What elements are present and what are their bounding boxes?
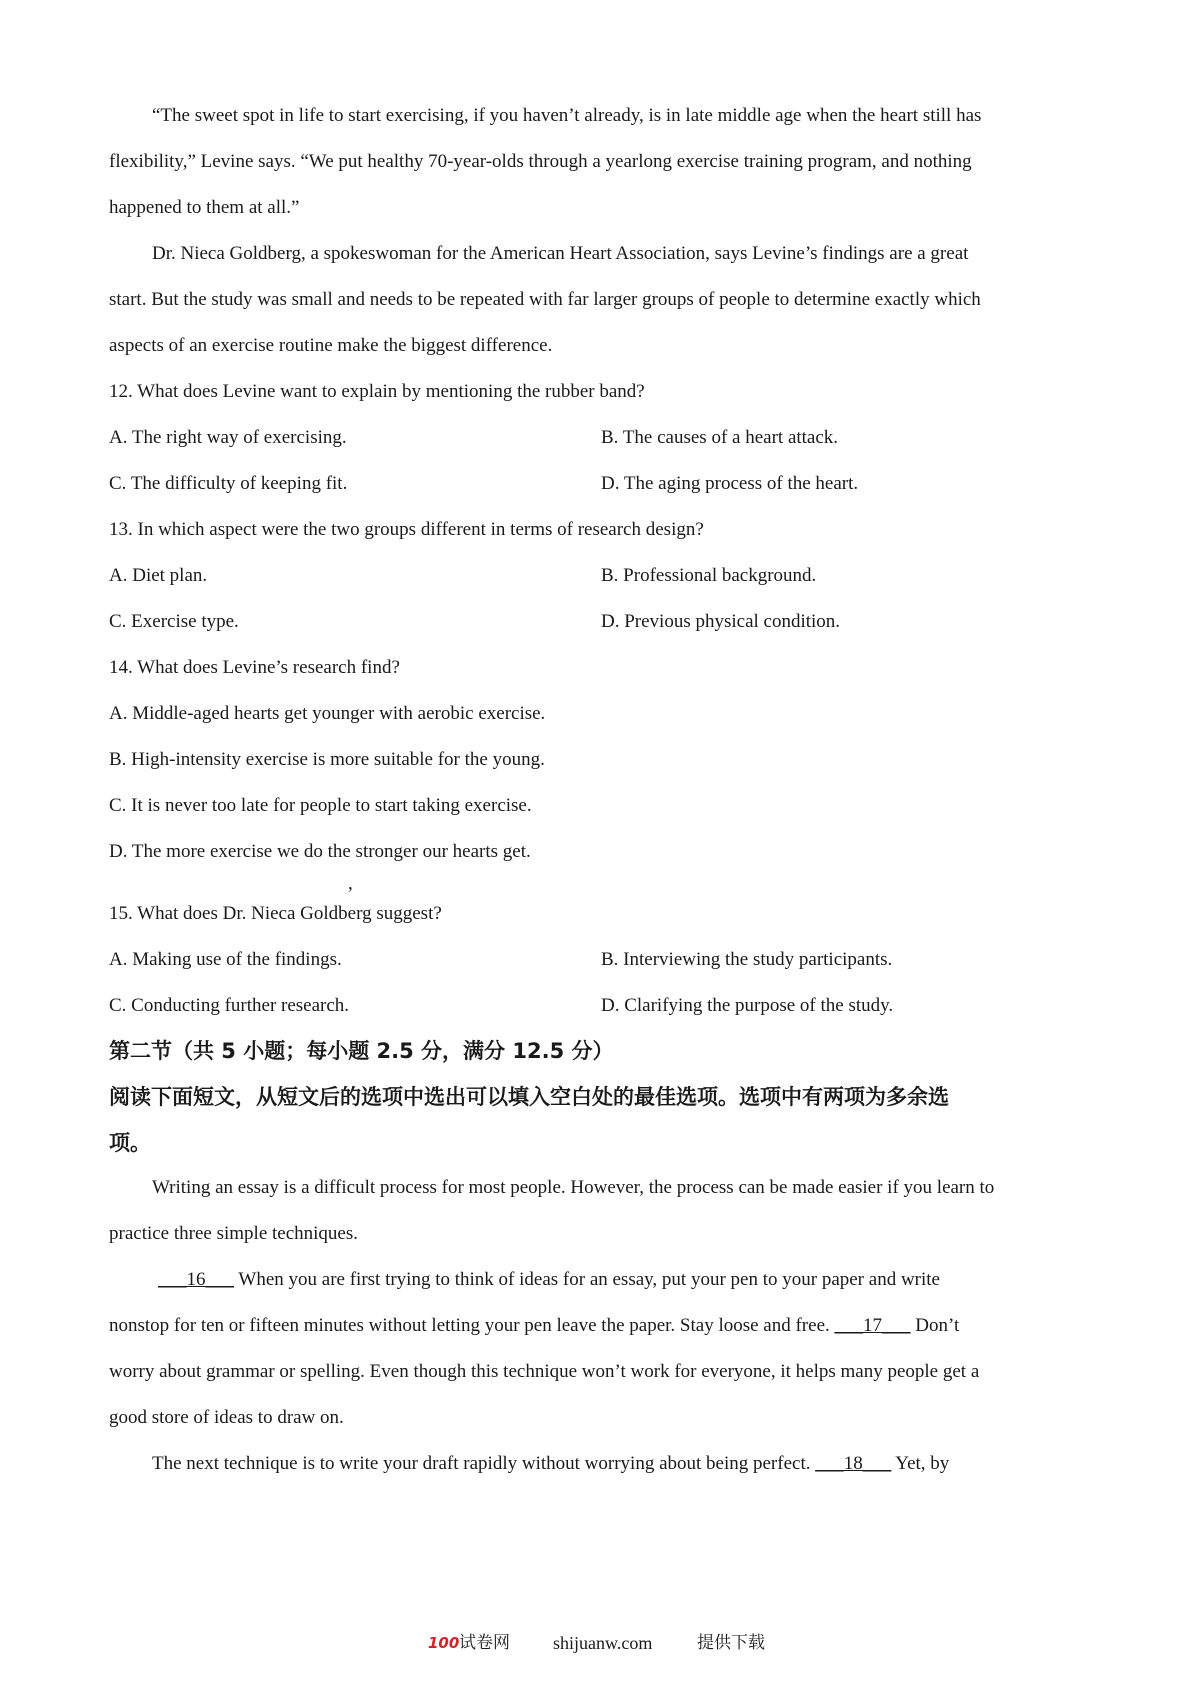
question-14-option-a: A. Middle-aged hearts get younger with aerobic exercise. <box>109 703 546 724</box>
question-14-option-d: D. The more exercise we do the stronger our hearts get. <box>109 841 531 862</box>
essay-text: nonstop for ten or fifteen minutes without letting your pen leave the paper. Stay loose and free. <box>109 1315 835 1336</box>
essay-text: The next technique is to write your draft rapidly without worrying about being perfect. <box>152 1453 816 1474</box>
question-13-option-c: C. Exercise type. <box>109 611 239 632</box>
passage-line: aspects of an exercise routine make the biggest difference. <box>109 335 553 356</box>
question-12-option-a: A. The right way of exercising. <box>109 427 347 448</box>
question-12-option-c: C. The difficulty of keeping fit. <box>109 473 348 494</box>
essay-text: Yet, by <box>891 1453 950 1474</box>
question-12-option-d: D. The aging process of the heart. <box>601 473 859 494</box>
question-12-option-b: B. The causes of a heart attack. <box>601 427 839 448</box>
blank-18: ___18___ <box>815 1453 892 1474</box>
question-13-option-a: A. Diet plan. <box>109 565 208 586</box>
essay-line: good store of ideas to draw on. <box>109 1407 344 1428</box>
question-15-stem: 15. What does Dr. Nieca Goldberg suggest? <box>109 903 442 924</box>
question-13-stem: 13. In which aspect were the two groups different in terms of research design? <box>109 519 704 540</box>
question-14-stem: 14. What does Levine’s research find? <box>109 657 400 678</box>
stray-comma: , <box>348 873 353 894</box>
blank-17: ___17___ <box>834 1315 911 1336</box>
question-15-option-c: C. Conducting further research. <box>109 995 350 1016</box>
essay-line <box>109 1314 959 1338</box>
question-14-option-b: B. High-intensity exercise is more suitable for the young. <box>109 749 545 770</box>
footer-brand: 试卷网 <box>459 1633 510 1653</box>
question-13-option-b: B. Professional background. <box>601 565 817 586</box>
footer-site-link[interactable]: shijuanw.com <box>553 1633 653 1653</box>
passage-line: start. But the study was small and needs to be repeated with far larger groups of people to determine exactly which <box>109 289 981 310</box>
passage-line: happened to them at all.” <box>109 197 300 218</box>
page-footer <box>0 1630 1191 1656</box>
essay-line <box>158 1268 940 1292</box>
essay-line: practice three simple techniques. <box>109 1223 359 1244</box>
section-instruction: 项。 <box>109 1131 151 1155</box>
essay-line: Writing an essay is a difficult process for most people. However, the process can be made easier if you learn to <box>152 1177 995 1198</box>
logo-icon: 100 <box>428 1634 460 1652</box>
essay-text: When you are first trying to think of ideas for an essay, put your pen to your paper and write <box>234 1269 940 1290</box>
question-15-option-a: A. Making use of the findings. <box>109 949 342 970</box>
question-14-option-c: C. It is never too late for people to start taking exercise. <box>109 795 532 816</box>
passage-line: flexibility,” Levine says. “We put healthy 70-year-olds through a yearlong exercise training program, and nothing <box>109 151 972 172</box>
passage-line: Dr. Nieca Goldberg, a spokeswoman for the American Heart Association, says Levine’s findings are a great <box>152 243 969 264</box>
question-13-option-d: D. Previous physical condition. <box>601 611 841 632</box>
section-instruction: 阅读下面短文，从短文后的选项中选出可以填入空白处的最佳选项。选项中有两项为多余选 <box>109 1085 949 1109</box>
question-12-stem: 12. What does Levine want to explain by mentioning the rubber band? <box>109 381 645 402</box>
question-15-option-d: D. Clarifying the purpose of the study. <box>601 995 894 1016</box>
passage-line: “The sweet spot in life to start exercising, if you haven’t already, is in late middle age when the heart still has <box>152 105 982 126</box>
essay-text: Don’t <box>910 1315 960 1336</box>
essay-line: worry about grammar or spelling. Even though this technique won’t work for everyone, it helps many people get a <box>109 1361 980 1382</box>
blank-16: ___16___ <box>158 1269 234 1290</box>
question-15-option-b: B. Interviewing the study participants. <box>601 949 893 970</box>
essay-line <box>152 1452 949 1476</box>
section-heading: 第二节（共 5 小题；每小题 2.5 分，满分 12.5 分） <box>109 1039 614 1063</box>
footer-download: 提供下载 <box>697 1633 765 1653</box>
